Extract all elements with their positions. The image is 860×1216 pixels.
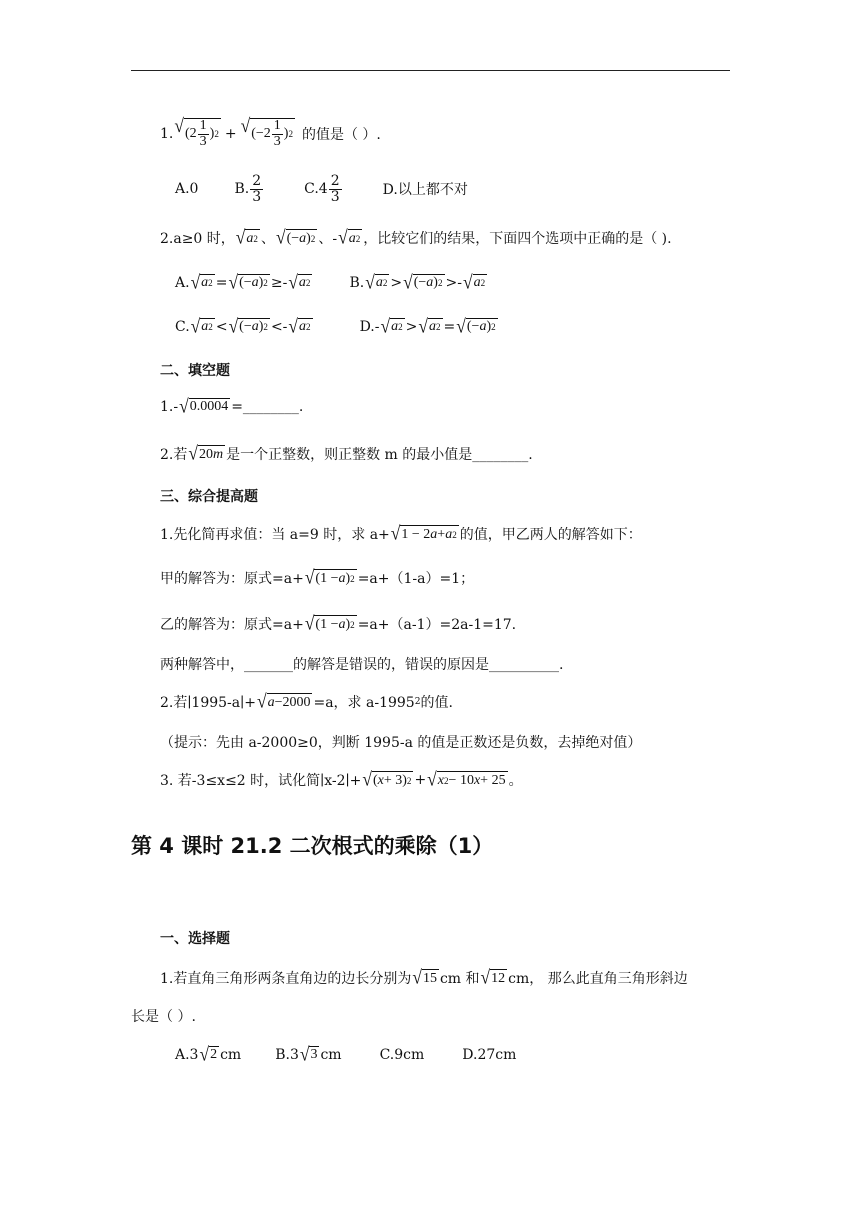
section-fill-blank: 二、填空题 — [160, 363, 230, 379]
section-choice: 一、选择题 — [160, 931, 230, 947]
question-1-options: A.0 B. $\frac{2}{3}$ C.4 $\frac{2}{3}$ D.以上都不对 — [175, 173, 468, 205]
question-2-options-cd: C. √ a 2 < √ (− a ) 2 <- √ a 2 D.- √ a 2 > √ a 2 = √ (− a ) 2 — [175, 314, 496, 337]
comprehensive-3: 3. 若-3≤x≤2 时，试化简∣x-2∣+ √ ( x + 3) 2 + √ x 2 − 10 x + 25 。 — [160, 768, 523, 791]
section-comprehensive: 三、综合提高题 — [160, 489, 258, 505]
answer-jia: 甲的解答为：原式=a+ √ (1 − a ) 2 =a+（1-a）=1； — [160, 566, 475, 589]
comprehensive-2: 2.若∣1995-a∣+ √ a − 2000 =a，求 a-1995 2 的值. — [160, 690, 453, 713]
comprehensive-1: 1.先化简再求值：当 a=9 时，求 a+ √ 1 − 2 a + a 2 的值，甲乙两人的解答如下： — [160, 522, 642, 545]
question-2: 2.a≥0 时， √ a 2 、 √ (− a ) 2 、- √ a 2 ，比较它们的结果，下面四个选项中正确的是（ ). — [160, 226, 672, 249]
answer-yi: 乙的解答为：原式=a+ √ (1 − a ) 2 =a+（a-1）=2a-1=17. — [160, 612, 517, 635]
sqrt-expression: √ (−2 $\frac{1}{3}$ ) 2 — [240, 114, 293, 149]
question-1: 1. √ (2 $\frac{1}{3}$ ) 2 + √ (−2 $\frac{1}{3}$ ) 2 的值是（ ）. — [160, 114, 381, 149]
multiplication-1-cont: 长是（ ）. — [131, 1009, 196, 1025]
question-2-options-ab: A. √ a 2 = √ (− a ) 2 ≥- √ a 2 B. √ a 2 > √ (− a ) 2 >- √ a 2 — [175, 270, 486, 293]
multiplication-1: 1.若直角三角形两条直角边的边长分别为 √ 15 cm 和 √ 12 cm， 那么此直角三角形斜边 — [160, 966, 688, 989]
sqrt-expression: √ (2 $\frac{1}{3}$ ) 2 — [174, 114, 219, 149]
header-rule — [131, 70, 730, 71]
chapter-title: 第 4 课时 21.2 二次根式的乘除（1） — [131, 834, 494, 858]
fill-2: 2.若 √ 20 m 是一个正整数，则正整数 m 的最小值是________. — [160, 442, 533, 465]
two-answers: 两种解答中，_______的解答是错误的，错误的原因是__________. — [160, 657, 564, 673]
fill-1: 1.- √ 0.0004 =________. — [160, 394, 304, 417]
multiplication-1-options: A.3 √ 2 cm B.3 √ 3 cm C.9cm D.27cm — [175, 1042, 517, 1065]
hint: （提示：先由 a-2000≥0，判断 1995-a 的值是正数还是负数，去掉绝对值） — [160, 735, 642, 751]
